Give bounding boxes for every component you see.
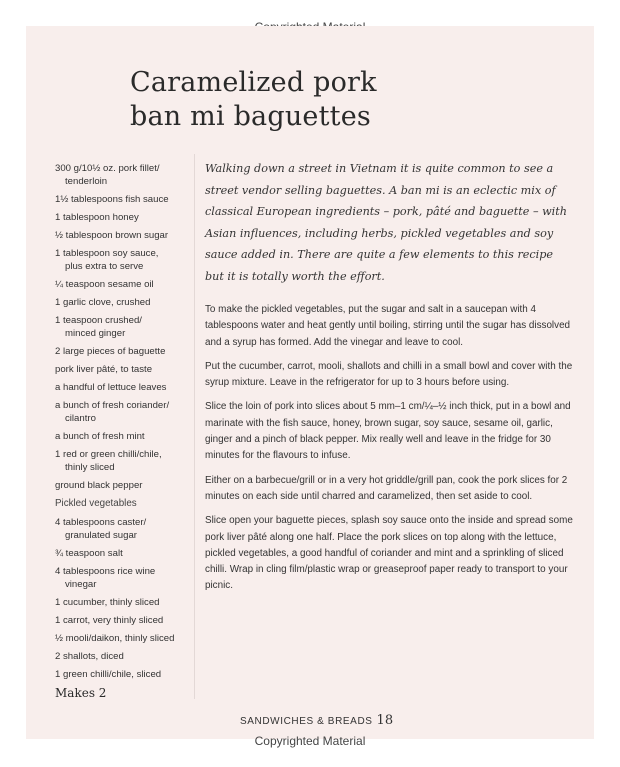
title-line: ban mi baguettes <box>130 101 371 132</box>
method-step: Put the cucumber, carrot, mooli, shallots and chilli in a small bowl and cover with the syrup mixture. Leave in the refrigerator for up to 3 hours before using. <box>205 360 573 389</box>
intro-paragraph: Walking down a street in Vietnam it is quite common to see a street vendor selling baguettes. A ban mi is an eclectic mix of classical European ingredients – pork, pâté and baguette – with Asian influences, including herbs, pickled vegetables and soy sauce added in. There are quite a few elements to this recipe but it is totally worth the effort. <box>205 162 567 283</box>
ingredient-item: ¼ teaspoon sesame oil <box>55 279 154 290</box>
ingredients-list <box>55 162 205 686</box>
ingredient-item: ½ tablespoon brown sugar <box>55 230 169 241</box>
ingredient-item: pork liver pâté, to taste <box>55 364 153 375</box>
ingredient-item: 1 tablespoon honey <box>55 212 139 223</box>
method-steps <box>205 302 575 603</box>
pickled-item: ½ mooli/daikon, thinly sliced <box>55 633 175 644</box>
method-step: Slice open your baguette pieces, splash soy sauce onto the inside and spread some pork liver pâté along one half. Place the pork slices on top along with the lettuce, pickled vegetables, a good handful of coriander and mint and a sprinkling of sliced chilli. Wrap in cling film/plastic wrap or greaseproof paper ready to transport to your picnic. <box>205 515 573 592</box>
yield: Makes 2 <box>55 686 107 700</box>
pickled-vegetables-heading: Pickled vegetables <box>55 498 137 509</box>
page-number: 18 <box>376 713 394 728</box>
method-step: To make the pickled vegetables, put the sugar and salt in a saucepan with 4 tablespoons water and heat gently until boiling, stirring until the sugar has dissolved and a syrup has formed. Add the vinegar and leave to cool. <box>205 304 571 348</box>
pickled-item: ¾ teaspoon salt <box>55 548 123 559</box>
ingredient-item: a bunch of fresh coriander/ cilantro <box>55 400 170 424</box>
ingredient-item: 1 red or green chilli/chile, thinly sliced <box>55 449 162 473</box>
ingredient-item: 300 g/10½ oz. pork fillet/ tenderloin <box>55 163 160 187</box>
section-name: SANDWICHES & BREADS <box>240 716 373 727</box>
ingredient-item: 1 garlic clove, crushed <box>55 297 151 308</box>
watermark-bottom: Copyrighted Material <box>254 734 366 748</box>
ingredient-item: 1 tablespoon soy sauce, plus extra to serve <box>55 248 159 272</box>
pickled-item: 4 tablespoons caster/ granulated sugar <box>55 517 147 541</box>
column-divider <box>194 154 195 699</box>
recipe-title <box>130 66 377 134</box>
ingredient-item: 1½ tablespoons fish sauce <box>55 194 169 205</box>
method-step: Either on a barbecue/grill or in a very hot griddle/grill pan, cook the pork slices for 2 minutes on each side until charred and caramelized, then set aside to cool. <box>205 474 568 502</box>
pickled-item: 4 tablespoons rice wine vinegar <box>55 566 156 590</box>
title-line: Caramelized pork <box>130 67 377 98</box>
ingredient-item: ground black pepper <box>55 480 143 491</box>
pickled-item: 2 shallots, diced <box>55 651 124 662</box>
ingredient-item: a bunch of fresh mint <box>55 431 145 442</box>
pickled-item: 1 cucumber, thinly sliced <box>55 597 160 608</box>
page-footer <box>240 713 393 728</box>
pickled-item: 1 carrot, very thinly sliced <box>55 615 164 626</box>
ingredient-item: 2 large pieces of baguette <box>55 346 166 357</box>
ingredient-item: a handful of lettuce leaves <box>55 382 167 393</box>
pickled-item: 1 green chilli/chile, sliced <box>55 669 162 680</box>
recipe-page <box>26 26 594 739</box>
ingredient-item: 1 teaspoon crushed/ minced ginger <box>55 315 142 339</box>
method-step: Slice the loin of pork into slices about 5 mm–1 cm/¼–½ inch thick, put in a bowl and marinate with the fish sauce, honey, brown sugar, soy sauce, sesame oil, garlic, ginger and a pinch of black pepper. Mix really well and leave in the fridge for 30 minutes for the flavours to infuse. <box>205 401 571 462</box>
